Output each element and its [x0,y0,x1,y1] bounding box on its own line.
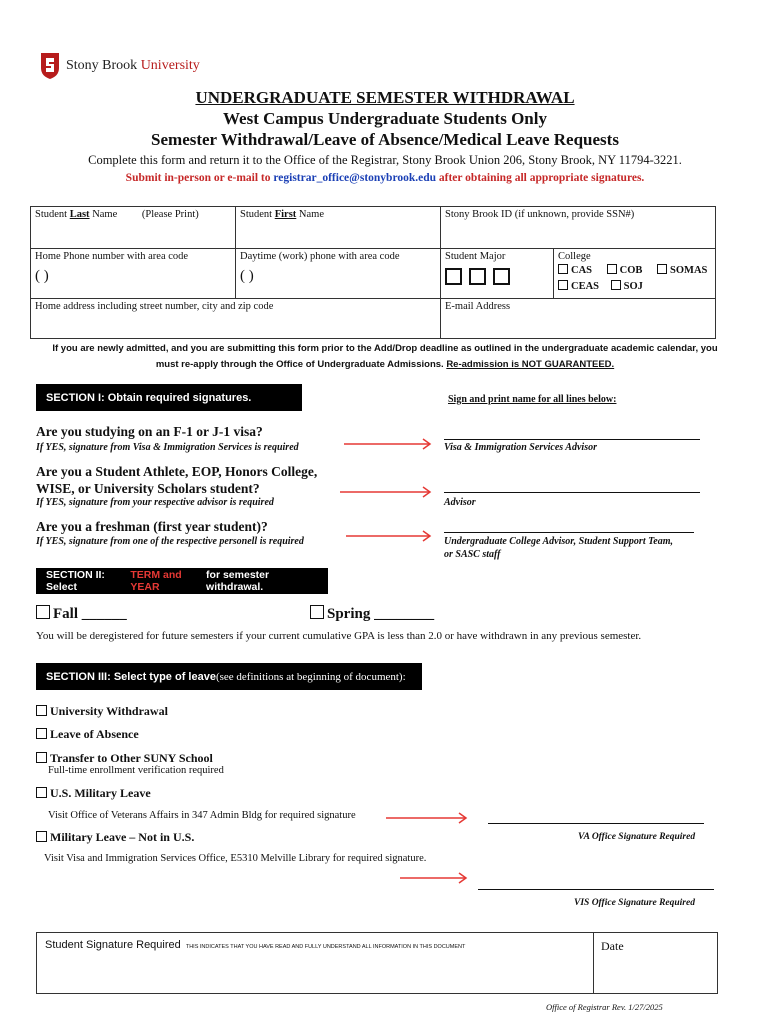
checkbox[interactable] [36,728,47,739]
home-phone-field[interactable]: Home Phone number with area code ( ) [31,249,236,299]
fall-option[interactable]: Fall ______ [36,605,127,623]
military-not-us-sub: Visit Visa and Immigration Services Office, E5310 Melville Library for required signature. [44,853,427,864]
major-box[interactable] [493,268,510,285]
checkbox[interactable] [36,605,50,619]
visa-signature-line[interactable] [444,439,700,440]
section-2-header: SECTION II: Select TERM and YEAR for semester withdrawal. [36,568,328,594]
section-1-header: SECTION I: Obtain required signatures. [36,384,302,411]
transfer-sub: Full-time enrollment verification required [48,765,224,776]
military-sub: Visit Office of Veterans Affairs in 347 Admin Bldg for required signature [48,810,356,821]
advisor-signature-line[interactable] [444,492,700,493]
checkbox[interactable] [36,705,47,716]
question-visa-sub: If YES, signature from Visa & Immigration Services is required [36,442,299,453]
first-name-field[interactable]: Student First Name [236,207,441,249]
registrar-email-link[interactable]: registrar_office@stonybrook.edu [273,172,437,184]
form-subtitle-2: Semester Withdrawal/Leave of Absence/Medical Leave Requests [151,130,619,149]
freshman-signature-caption-2: or SASC staff [444,549,501,560]
college-option[interactable]: CEAS [558,281,599,292]
footer-revision: Office of Registrar Rev. 1/27/2025 [546,1002,663,1012]
leave-of-absence[interactable]: Leave of Absence [36,727,139,742]
deregistration-note: You will be deregistered for future semesters if your current cumulative GPA is less than 2.0 or have withdrawn in any previous semester. [36,630,642,642]
form-subtitle-1: West Campus Undergraduate Students Only [223,109,547,128]
logo-text: Stony Brook University [66,58,200,73]
question-athlete-1: Are you a Student Athlete, EOP, Honors College, [36,464,318,479]
student-signature-label: Student Signature Required THIS INDICATES THAT YOU HAVE READ AND FULLY UNDERSTAND ALL INFORMATION IN THIS DOCUMENT [45,939,466,951]
shield-logo-icon [40,52,60,80]
arrow-right-icon [340,486,434,498]
divider [593,933,594,993]
visa-signature-caption: Visa & Immigration Services Advisor [444,442,597,453]
leave-us-military[interactable]: U.S. Military Leave [36,786,151,801]
date-label: Date [601,939,624,953]
leave-military-not-us[interactable]: Military Leave – Not in U.S. [36,830,194,845]
question-athlete-2: WISE, or University Scholars student? [36,481,260,496]
freshman-signature-caption-1: Undergraduate College Advisor, Student Support Team, [444,536,674,547]
intro-text: Complete this form and return it to the Office of the Registrar, Stony Brook Union 206, Stony Brook, NY 11794-3221. [88,153,682,167]
college-field: College CAS COB SOMAS CEAS SOJ [554,249,716,299]
major-box[interactable] [445,268,462,285]
arrow-right-icon [400,872,470,884]
spring-option[interactable]: Spring ________ [310,605,434,623]
section-3-header: SECTION III: Select type of leave (see definitions at beginning of document): [36,663,422,690]
va-signature-caption: VA Office Signature Required [578,832,696,842]
day-phone-field[interactable]: Daytime (work) phone with area code ( ) [236,249,441,299]
major-box[interactable] [469,268,486,285]
college-option[interactable]: CAS [558,265,592,276]
college-option[interactable]: SOJ [611,281,643,292]
address-field[interactable]: Home address including street number, city and zip code [31,299,441,339]
leave-university-withdrawal[interactable]: University Withdrawal [36,704,168,719]
readmission-notice: If you are newly admitted, and you are submitting this form prior to the Add/Drop deadline as outlined in the undergraduate academic calendar, you must re-apply through the Office of Undergraduate Admissions. Re-admission is NOT GUARANTEED. [52,343,718,370]
question-athlete-sub: If YES, signature from your respective advisor is required [36,497,274,508]
vis-signature-caption: VIS Office Signature Required [574,898,695,908]
last-name-field[interactable]: Student Last Name (Please Print) [31,207,236,249]
student-info-table [30,206,716,339]
leave-transfer-suny[interactable]: Transfer to Other SUNY School [36,751,213,766]
question-visa: Are you studying on an F-1 or J-1 visa? [36,424,263,439]
checkbox[interactable] [36,831,47,842]
arrow-right-icon [346,530,434,542]
checkbox[interactable] [310,605,324,619]
checkbox[interactable] [36,787,47,798]
question-freshman-sub: If YES, signature from one of the respective personell is required [36,536,304,547]
va-signature-line[interactable] [488,823,704,824]
college-option[interactable]: COB [607,265,643,276]
form-title: UNDERGRADUATE SEMESTER WITHDRAWAL [195,88,575,107]
college-option[interactable]: SOMAS [657,265,707,276]
submit-instructions: Submit in-person or e-mail to registrar_office@stonybrook.edu after obtaining all appropriate signatures. [125,172,645,184]
advisor-signature-caption: Advisor [444,497,476,508]
arrow-right-icon [344,438,434,450]
student-signature-box[interactable] [36,932,718,994]
arrow-right-icon [386,812,470,824]
vis-signature-line[interactable] [478,889,714,890]
checkbox[interactable] [36,752,47,763]
freshman-signature-line[interactable] [444,532,694,533]
sign-note: Sign and print name for all lines below: [448,394,617,405]
major-field[interactable]: Student Major [441,249,554,299]
email-field[interactable]: E-mail Address [441,299,716,339]
sbid-field[interactable]: Stony Brook ID (if unknown, provide SSN#) [441,207,716,249]
question-freshman: Are you a freshman (first year student)? [36,519,268,534]
university-logo [40,52,200,80]
